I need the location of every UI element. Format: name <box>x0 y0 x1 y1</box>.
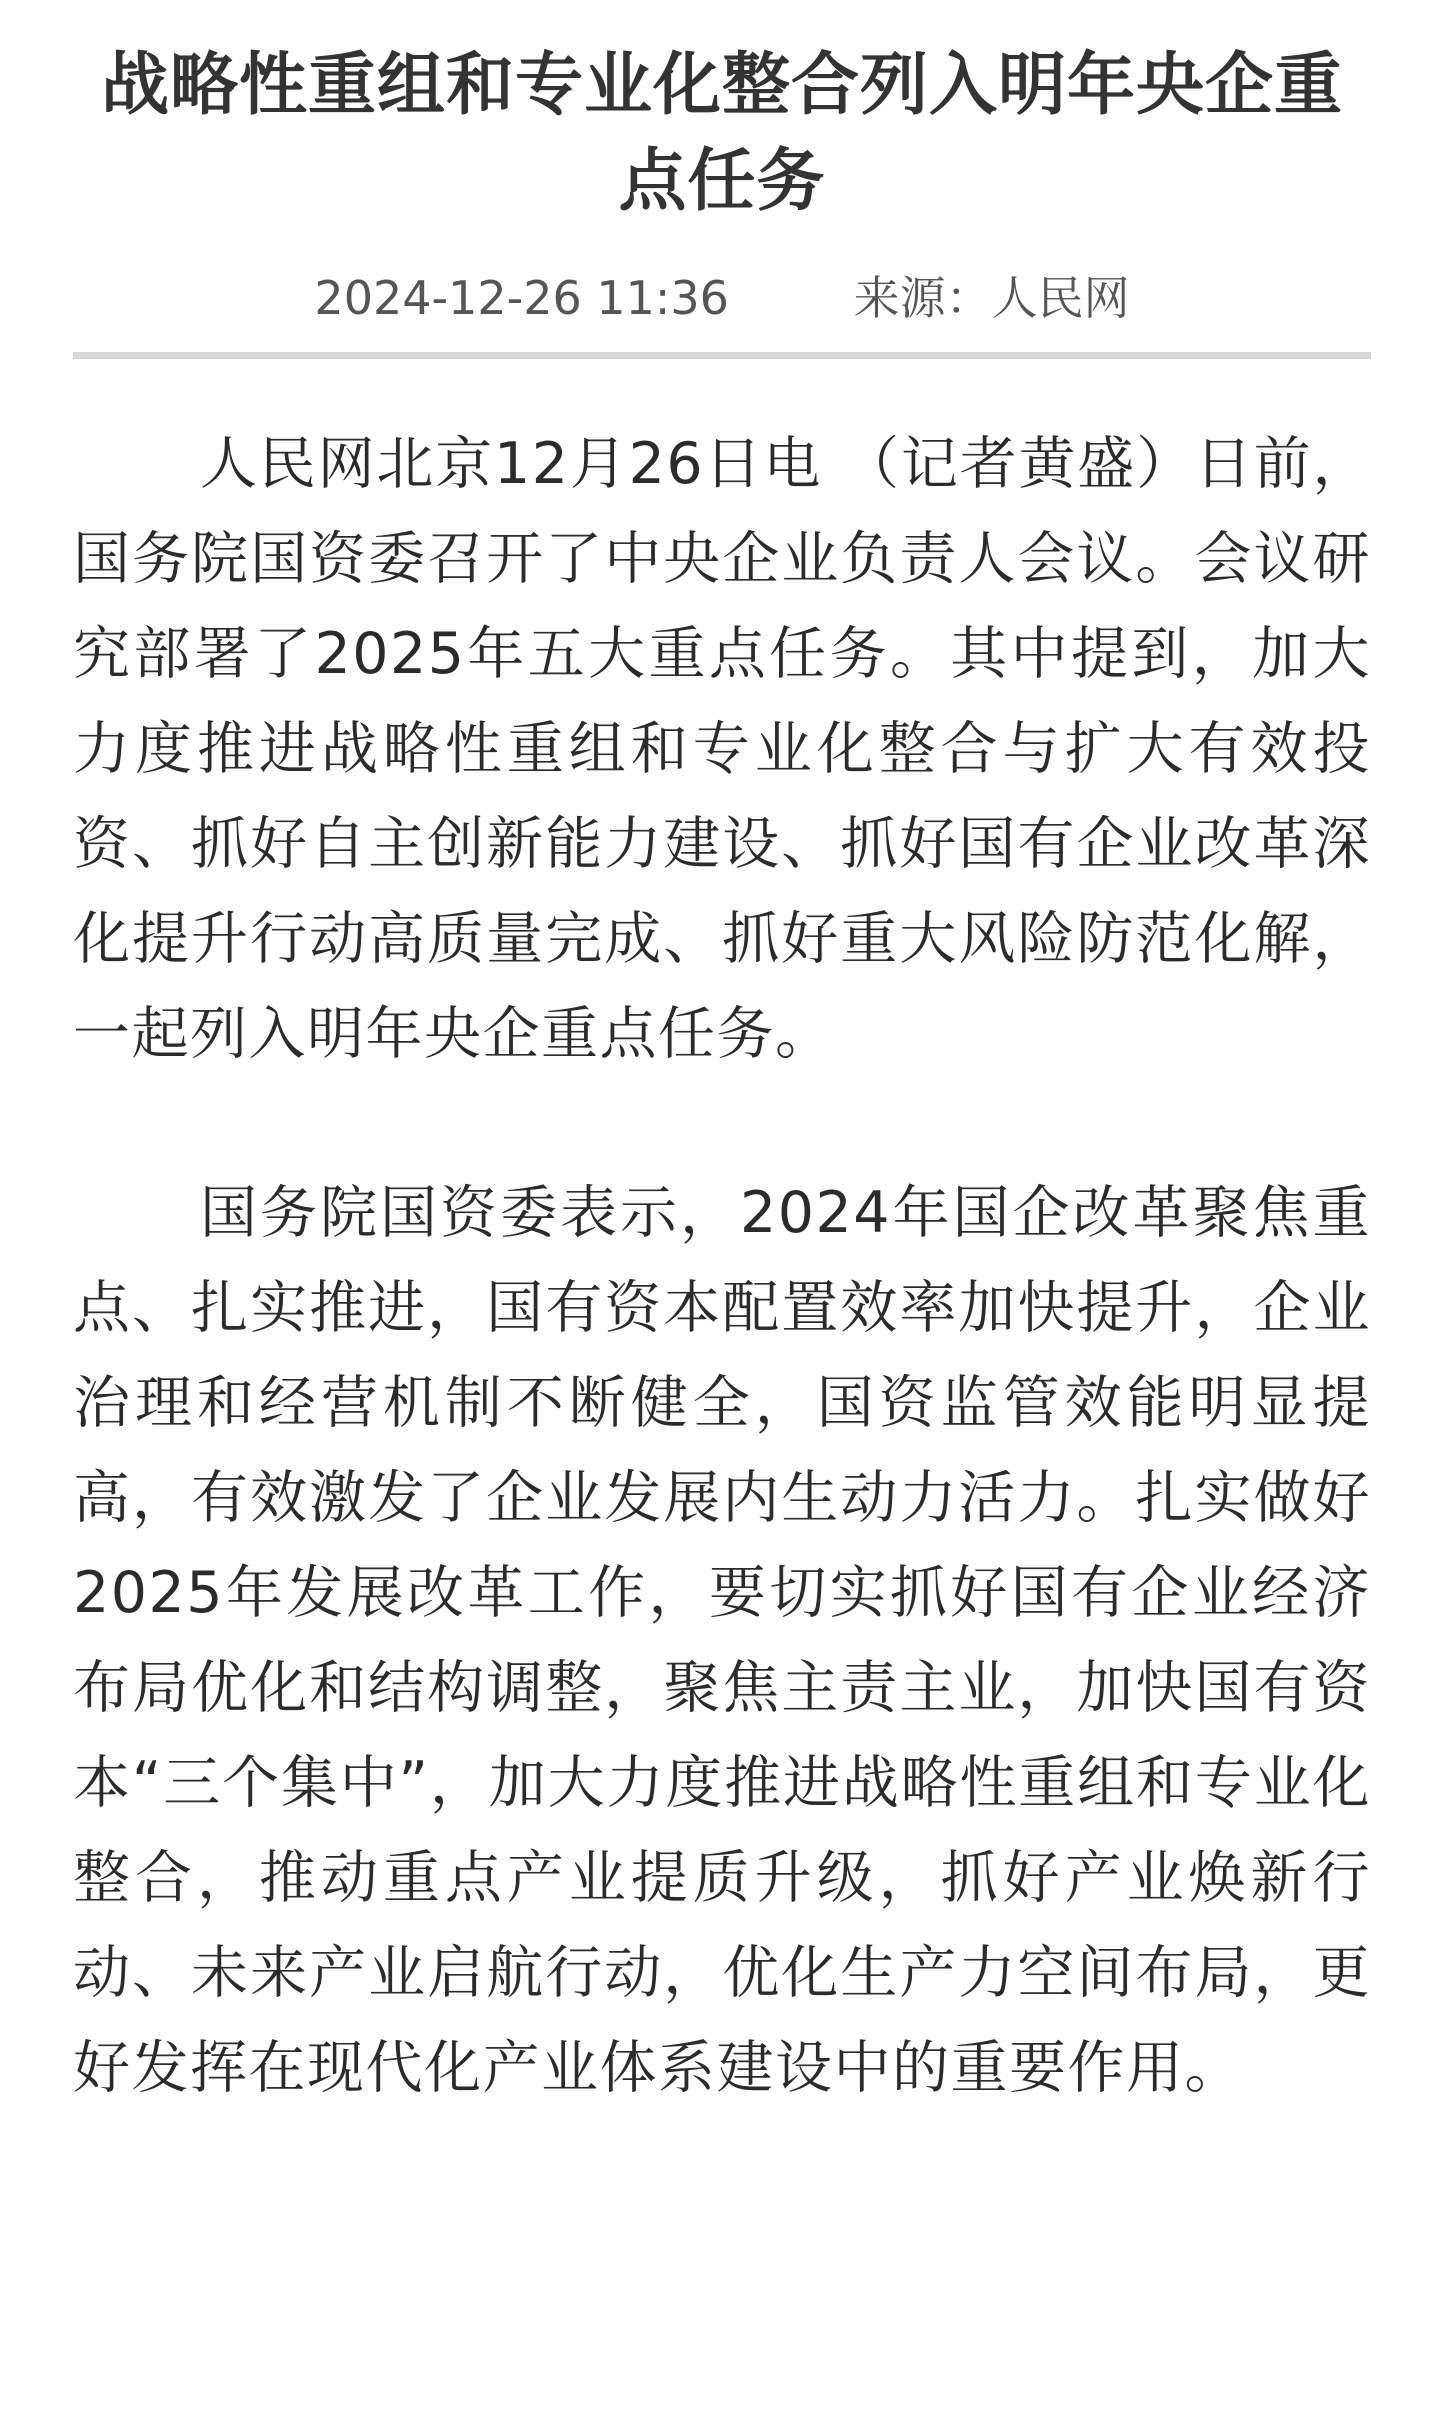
article-meta <box>73 268 1371 328</box>
article-paragraph-1: 人民网北京12月26日电 （记者黄盛）日前，国务院国资委召开了中央企业负责人会议。会议研究部署了2025年五大重点任务。其中提到，加大力度推进战略性重组和专业化整合与扩大有效投资、抓好自主创新能力建设、抓好国有企业改革深化提升行动高质量完成、抓好重大风险防范化解，一起列入明年央企重点任务。 <box>73 431 1371 1067</box>
article-body <box>73 417 1371 2116</box>
news-article <box>73 0 1371 2116</box>
article-source: 来源：人民网 <box>853 271 1130 325</box>
article-paragraph-2: 国务院国资委表示，2024年国企改革聚焦重点、扎实推进，国有资本配置效率加快提升，企业治理和经营机制不断健全，国资监管效能明显提高，有效激发了企业发展内生动力活力。扎实做好2025年发展改革工作，要切实抓好国有企业经济布局优化和结构调整，聚焦主责主业，加快国有资本“三个集中”，加大力度推进战略性重组和专业化整合，推动重点产业提质升级，抓好产业焕新行动、未来产业启航行动，优化生产力空间布局，更好发挥在现代化产业体系建设中的重要作用。 <box>73 1180 1371 2101</box>
article-title: 战略性重组和专业化整合列入明年央企重点任务 <box>100 46 1343 221</box>
publish-date: 2024-12-26 11:36 <box>314 271 729 325</box>
title-divider <box>73 352 1371 359</box>
